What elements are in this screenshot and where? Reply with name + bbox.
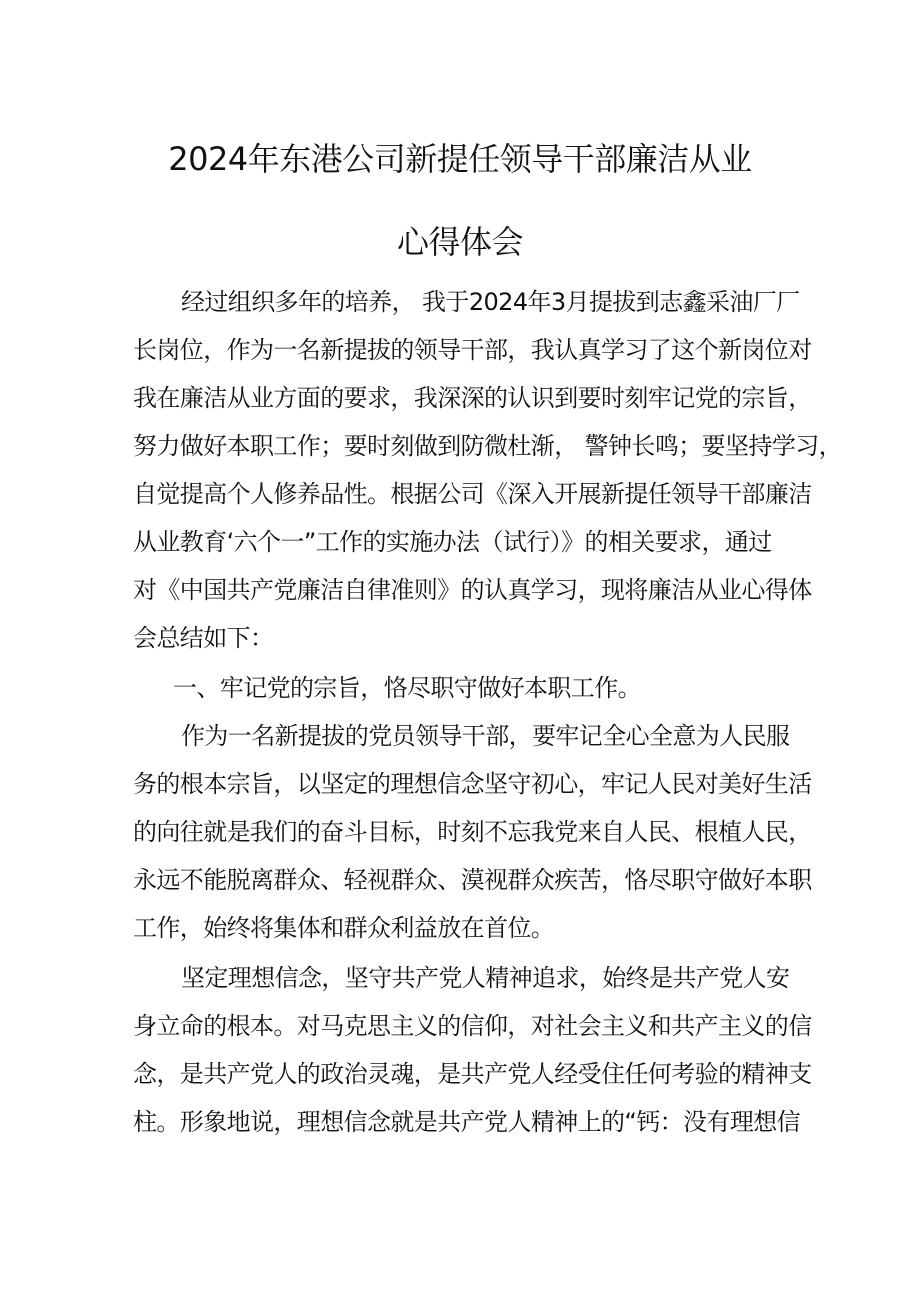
paragraph-2-line: 永远不能脱离群众、轻视群众、漠视群众疾苦，恪尽职守做好本职 [133, 866, 812, 894]
paragraph-1-line: 自觉提高个人修养品性。根据公司《深入开展新提任领导干部廉洁 [133, 480, 812, 508]
paragraph-2-line: 工作，始终将集体和群众利益放在首位。 [133, 914, 555, 942]
paragraph-1-line: 对《中国共产党廉洁自律准则》的认真学习，现将廉洁从业心得体 [133, 576, 812, 604]
paragraph-2-line: 务的根本宗旨，以坚定的理想信念坚守初心，牢记人民对美好生活 [133, 770, 812, 798]
paragraph-3-line: 柱。形象地说，理想信念就是共产党人精神上的“钙：没有理想信 [133, 1108, 801, 1136]
paragraph-1-line: 会总结如下： [133, 624, 274, 652]
paragraph-3-line: 坚定理想信念，坚守共产党人精神追求，始终是共产党人安 [181, 964, 790, 992]
paragraph-1-line: 我在廉洁从业方面的要求，我深深的认识到要时刻牢记党的宗旨， [133, 384, 812, 412]
paragraph-1-line: 从业教育‘六个一”工作的实施办法（试行）》的相关要求，通过 [133, 528, 772, 556]
section-heading-1: 一、牢记党的宗旨，恪尽职守做好本职工作。 [173, 674, 641, 702]
paragraph-2-line: 的向往就是我们的奋斗目标，时刻不忘我党来自人民、根植人民， [133, 818, 812, 846]
document-title-line-2: 心得体会 [396, 223, 523, 261]
paragraph-1-line: 努力做好本职工作；要时刻做到防微杜渐， 警钟长鸣；要坚持学习， [133, 432, 843, 460]
paragraph-3-line: 念，是共产党人的政治灵魂，是共产党人经受住任何考验的精神支 [133, 1060, 812, 1088]
paragraph-1-line: 长岗位，作为一名新提拔的领导干部，我认真学习了这个新岗位对 [133, 336, 812, 364]
paragraph-3-line: 身立命的根本。对马克思主义的信仰，对社会主义和共产主义的信 [133, 1012, 812, 1040]
paragraph-2-line: 作为一名新提拔的党员领导干部，要牢记全心全意为人民服 [181, 722, 790, 750]
document-title-line-1: 2024年东港公司新提任领导干部廉洁从业 [168, 140, 752, 178]
paragraph-1-line: 经过组织多年的培养， 我于2024年3月提拔到志鑫采油厂厂 [181, 288, 800, 316]
